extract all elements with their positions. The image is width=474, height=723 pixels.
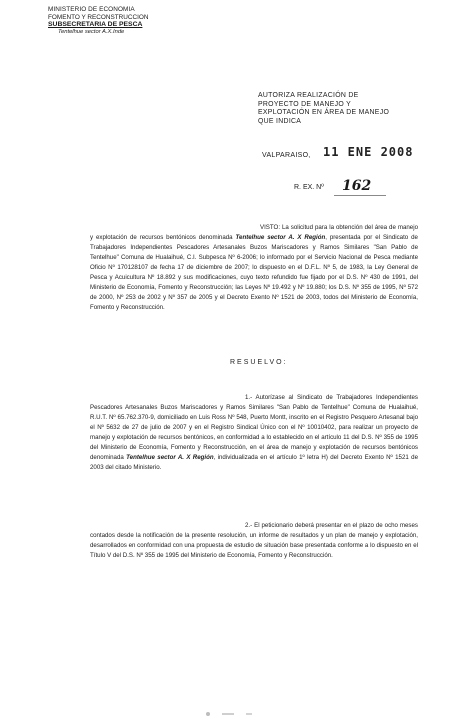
ministry-department: FOMENTO Y RECONSTRUCCION: [48, 13, 149, 21]
item-1-paragraph: [90, 393, 418, 473]
scan-smudge: [246, 713, 252, 715]
subsecretariat-name: SUBSECRETARIA DE PESCA: [48, 21, 143, 29]
subject-line: AUTORIZA REALIZACIÓN DE: [258, 92, 359, 99]
resolution-number: 162: [342, 178, 372, 194]
scan-smudge: [222, 713, 234, 715]
item-2-paragraph: [90, 521, 418, 561]
reference-line: Tentelhue sector A.X.Inde: [58, 28, 125, 35]
item-1-area-name: Tentelhue sector A. X Región: [126, 454, 214, 461]
item-1-rest: , individualizada en el artículo 1º letra H) del Decreto Exento Nº 1521 de 2003 del citado Ministerio.: [90, 454, 418, 471]
date-stamp: 11 ENE 2008: [323, 145, 414, 159]
item-1-lead: 1.- Autorízase al Sindicato de Trabajadores Independientes Pescadores Artesanales Buzos Mariscadores y Ramos Similares "San Pablo de Tentelhue" Comuna de Hualaihué, R.U.T. Nº 65.762.370-9, domiciliado en Luis Ross Nº 548, Puerto Montt, inscrito en el Registro Pesquero Artesanal bajo el Nº 5632 de 27 de julio de 2007 y en el Registro Sindical Único con el Nº 10010402, para realizar un proyecto de manejo y explotación de recursos bentónicos, en conformidad a lo establecido en el artículo 11 del D.S. Nº 355 de 1995 del Ministerio de Economía, Fomento y Reconstrucción, en el área de manejo y explotación de recursos bentónicos denominada: [90, 394, 418, 461]
item-2-text: 2.- El peticionario deberá presentar en el plazo de ocho meses contados desde la notificación de la presente resolución, un informe de resultados y un plan de manejo y explotación, desarrollados en conformidad con una propuesta de estudio de situación base presentada conforme a lo dispuesto en el Título V del D.S. Nº 355 de 1995 del Ministerio de Economía, Fomento y Reconstrucción.: [90, 522, 418, 559]
visto-rest: , presentada por el Sindicato de Trabajadores Independientes Pescadores Artesanales Buzos Mariscadores y Ramos Similares "San Pablo de Tentelhue" Comuna de Hualaihué, C.I. Subpesca Nº 6-2006; lo informado por el Servicio Nacional de Pesca mediante Oficio Nº 170128107 de fecha 17 de diciembre de 2007; lo dispuesto en el D.F.L. Nº 5, de 1983, la Ley General de Pesca y Acuicultura Nº 18.892 y sus modificaciones, cuyo texto refundido fue fijado por el D.S. Nº 430 de 1991, del Ministerio de Economía, Fomento y Reconstrucción; las Leyes Nº 19.492 y Nº 19.880; los D.S. Nº 355 de 1995, Nº 572 de 2000, Nº 253 de 2002 y Nº 357 de 2005 y el Decreto Exento Nº 1521 de 2003, todos del Ministerio de Economía, Fomento y Reconstrucción.: [90, 234, 418, 311]
subject-block: [258, 92, 389, 126]
visto-area-name: Tentelhue sector A. X Región: [235, 234, 326, 241]
ministry-name: MINISTERIO DE ECONOMIA: [48, 6, 135, 13]
resolution-label: R. EX. Nº: [294, 184, 324, 191]
scan-smudge: [206, 712, 210, 716]
subject-line: EXPLOTACIÓN EN ÁREA DE MANEJO: [258, 109, 390, 117]
visto-lead: VISTO: La solicitud para la obtención del área de manejo y explotación de recursos bentónicos denominada: [90, 224, 418, 241]
subject-line: QUE INDICA: [258, 117, 302, 125]
letterhead: [48, 6, 148, 36]
visto-paragraph: [90, 223, 418, 313]
place-label: VALPARAISO,: [262, 152, 311, 159]
resolution-number-underline: [334, 195, 386, 196]
subject-line: PROYECTO DE MANEJO Y: [258, 100, 352, 108]
resuelvo-heading: RESUELVO:: [230, 359, 288, 366]
